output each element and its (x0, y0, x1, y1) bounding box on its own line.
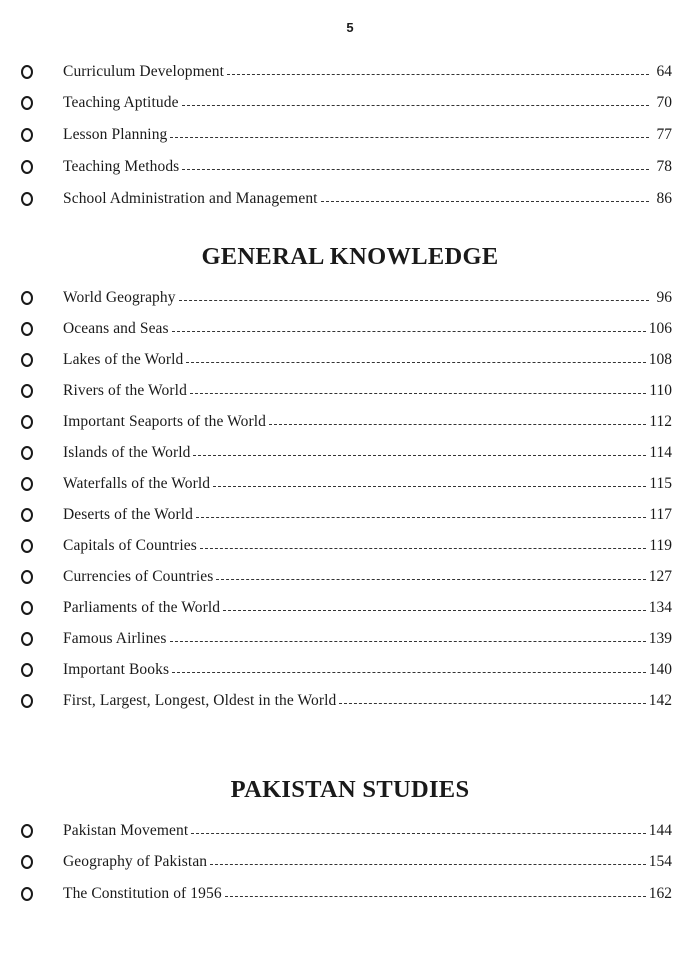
toc-entry[interactable] (20, 411, 672, 433)
entry-title: World Geography (63, 289, 176, 306)
dot-leader (186, 362, 645, 363)
dot-leader (216, 579, 645, 580)
entry-title: Teaching Methods (63, 158, 180, 175)
toc-entry[interactable] (20, 473, 672, 495)
entry-page: 106 (648, 320, 672, 337)
bullet-circle-icon (21, 824, 33, 838)
entry-page: 77 (656, 126, 672, 143)
toc-entry[interactable] (20, 628, 672, 650)
dot-leader (191, 833, 645, 834)
entry-title: Deserts of the World (63, 506, 194, 523)
entry-title: Capitals of Countries (63, 537, 197, 554)
entry-title: Currencies of Countries (63, 568, 214, 585)
toc-entry[interactable] (20, 883, 672, 905)
section-heading-pakistan-studies: PAKISTAN STUDIES (230, 776, 470, 803)
dot-leader (170, 641, 646, 642)
entry-title: Lesson Planning (63, 126, 168, 143)
toc-entry[interactable] (20, 535, 672, 557)
entry-title: Waterfalls of the World (63, 475, 211, 492)
dot-leader (172, 331, 646, 332)
entry-title: Teaching Aptitude (63, 94, 179, 111)
bullet-circle-icon (21, 632, 33, 646)
bullet-circle-icon (21, 353, 33, 367)
dot-leader (213, 486, 646, 487)
entry-title: Lakes of the World (63, 351, 184, 368)
dot-leader (225, 896, 646, 897)
entry-page: 115 (649, 475, 672, 492)
entry-title: Parliaments of the World (63, 599, 221, 616)
entry-page: 144 (648, 822, 672, 839)
entry-page: 140 (648, 661, 672, 678)
entry-page: 162 (648, 885, 672, 902)
bullet-circle-icon (21, 192, 33, 206)
entry-page: 139 (648, 630, 672, 647)
entry-title: Famous Airlines (63, 630, 167, 647)
entry-page: 154 (648, 853, 672, 870)
toc-entry[interactable] (20, 690, 672, 712)
toc-entry[interactable] (20, 442, 672, 464)
dot-leader (196, 517, 646, 518)
dot-leader (269, 424, 646, 425)
bullet-circle-icon (21, 96, 33, 110)
toc-entry[interactable] (20, 61, 672, 83)
toc-entry[interactable] (20, 851, 672, 873)
toc-entry[interactable] (20, 820, 672, 842)
toc-entry[interactable] (20, 349, 672, 371)
entry-page: 110 (649, 382, 672, 399)
bullet-circle-icon (21, 446, 33, 460)
dot-leader (190, 393, 646, 394)
bullet-circle-icon (21, 663, 33, 677)
bullet-circle-icon (21, 65, 33, 79)
bullet-circle-icon (21, 570, 33, 584)
dot-leader (223, 610, 646, 611)
entry-page: 127 (648, 568, 672, 585)
dot-leader (210, 864, 646, 865)
entry-title: School Administration and Management (63, 190, 318, 207)
dot-leader (193, 455, 646, 456)
entry-title: Pakistan Movement (63, 822, 189, 839)
entry-title: Islands of the World (63, 444, 191, 461)
section-heading-general-knowledge: GENERAL KNOWLEDGE (201, 243, 499, 270)
entry-page: 86 (656, 190, 672, 207)
entry-title: Oceans and Seas (63, 320, 169, 337)
entry-page: 134 (648, 599, 672, 616)
bullet-circle-icon (21, 508, 33, 522)
entry-title: Curriculum Development (63, 63, 225, 80)
bullet-circle-icon (21, 539, 33, 553)
toc-entry[interactable] (20, 504, 672, 526)
entry-page: 64 (656, 63, 672, 80)
entry-page: 78 (656, 158, 672, 175)
dot-leader (321, 201, 649, 202)
dot-leader (200, 548, 646, 549)
dot-leader (182, 169, 649, 170)
bullet-circle-icon (21, 694, 33, 708)
entry-page: 70 (656, 94, 672, 111)
bullet-circle-icon (21, 322, 33, 336)
toc-entry[interactable] (20, 566, 672, 588)
entry-page: 142 (648, 692, 672, 709)
bullet-circle-icon (21, 415, 33, 429)
entry-page: 112 (649, 413, 672, 430)
dot-leader (227, 74, 649, 75)
entry-page: 117 (649, 506, 672, 523)
toc-entry[interactable] (20, 188, 672, 210)
bullet-circle-icon (21, 160, 33, 174)
entry-page: 108 (648, 351, 672, 368)
dot-leader (172, 672, 646, 673)
bullet-circle-icon (21, 601, 33, 615)
toc-entry[interactable] (20, 659, 672, 681)
toc-entry[interactable] (20, 156, 672, 178)
dot-leader (182, 105, 649, 106)
entry-page: 119 (649, 537, 672, 554)
bullet-circle-icon (21, 887, 33, 901)
toc-entry[interactable] (20, 124, 672, 146)
toc-entry[interactable] (20, 287, 672, 309)
bullet-circle-icon (21, 291, 33, 305)
dot-leader (339, 703, 645, 704)
dot-leader (179, 300, 649, 301)
page-number: 5 (346, 20, 354, 35)
bullet-circle-icon (21, 477, 33, 491)
entry-title: The Constitution of 1956 (63, 885, 222, 902)
dot-leader (170, 137, 649, 138)
toc-entry[interactable] (20, 597, 672, 619)
bullet-circle-icon (21, 855, 33, 869)
bullet-circle-icon (21, 384, 33, 398)
toc-entry[interactable] (20, 318, 672, 340)
entry-page: 114 (649, 444, 672, 461)
toc-entry[interactable] (20, 92, 672, 114)
bullet-circle-icon (21, 128, 33, 142)
entry-page: 96 (656, 289, 672, 306)
toc-entry[interactable] (20, 380, 672, 402)
entry-title: Geography of Pakistan (63, 853, 208, 870)
entry-title: Rivers of the World (63, 382, 187, 399)
entry-title: Important Seaports of the World (63, 413, 267, 430)
entry-title: Important Books (63, 661, 170, 678)
entry-title: First, Largest, Longest, Oldest in the World (63, 692, 337, 709)
